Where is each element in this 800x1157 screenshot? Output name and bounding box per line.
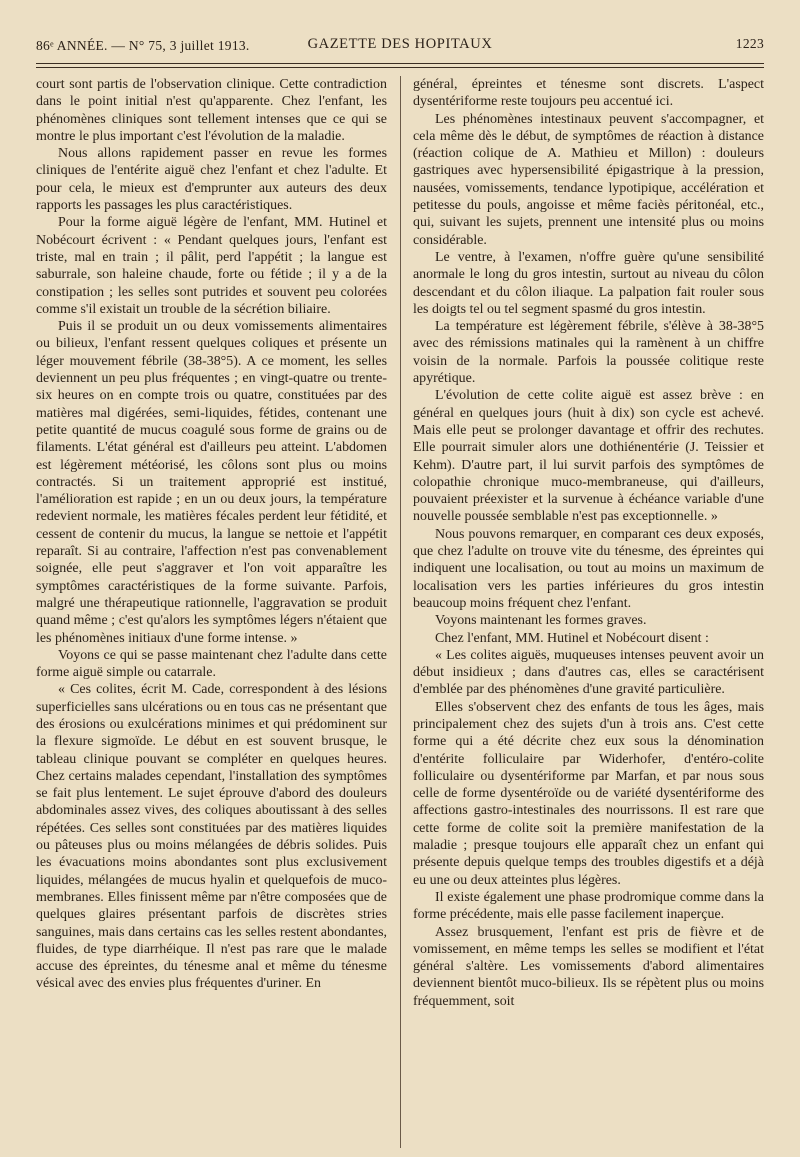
paragraph: Elles s'observent chez des enfants de tous les âges, mais principalement chez des sujets d'un à trois ans. C'est cette forme qui a été décrite chez eux sous la dénomination d'entérite folliculaire par Widerhofer, d'entéro-colite folliculaire ou dysentériforme par Marfan, et par nous sous celle de forme dysentéroïde ou de variété dysentériforme des affections gastro-intestinales des nourrissons. Il est rare que cette forme de colite soit la première manifestation de la maladie ; presque toujours elle apparaît chez un enfant qui présente depuis quelque temps des troubles digestifs et a déjà eu une ou deux atteintes plus légères. — [413, 699, 764, 888]
paragraph: Chez l'enfant, MM. Hutinel et Nobécourt disent : — [435, 630, 709, 646]
article-body — [36, 76, 764, 1151]
issue-info: 86ᵉ ANNÉE. — N° 75, 3 juillet 1913. — [36, 38, 250, 53]
paragraph: Il existe également une phase prodromique comme dans la forme précédente, mais elle passe facilement inaperçue. — [413, 889, 764, 923]
right-column — [413, 76, 764, 1148]
paragraph: « Ces colites, écrit M. Cade, correspondent à des lésions superficielles sans ulcérations ou en tous cas ne présentant que des érosions ou exulcérations minimes et qui prédominent sur la flexure sigmoïde. Le début en est souvent brusque, le tableau clinique pouvant se compléter en quelques heures. Chez certains malades cependant, l'installation des symptômes se fait plus lentement. Le sujet éprouve d'abord des douleurs abdominales assez vives, des coliques aboutissant à des selles répétées. Ces selles sont constituées par des matières liquides ou pâteuses plus ou moins mélangées de débris solides. Puis les évacuations moins abondantes sont plus exclusivement liquides, mélangées de mucus hyalin et quelquefois de muco-membranes. Elles finissent même par n'être composées que de quelques glaires présentant parfois de discrètes stries sanguines, mais dans certains cas les selles restent abondantes, fluides, de type diarrhéique. Il n'est pas rare que le malade accuse des épreintes, du ténesme anal et même du ténesme vésical avec des envies plus fréquentes d'uriner. En — [36, 682, 387, 992]
paragraph: général, épreintes et ténesme sont discrets. L'aspect dysentériforme reste toujours peu accentué ici. — [413, 77, 764, 110]
header-rule-top — [36, 63, 764, 64]
paragraph: Nous pouvons remarquer, en comparant ces deux exposés, que chez l'adulte on trouve vite du ténesme, des épreintes qui indiquent une localisation, ou tout au moins un maximum de localisation vers les parties inférieures du gros intestin beaucoup moins fréquent chez l'enfant. — [413, 526, 764, 611]
running-head — [36, 34, 764, 56]
paragraph: Puis il se produit un ou deux vomissements alimentaires ou bilieux, l'enfant ressent quelques coliques et présente un léger mouvement fébrile (38-38°5). A ce moment, les selles deviennent un peu plus fréquentes ; en vingt-quatre ou trente-six heures on en compte trois ou quatre, constituées par des matières mal digérées, semi-liquides, fétides, contenant une petite quantité de mucus coagulé sous forme de grains ou de filaments. L'état général est d'ailleurs peu atteint. L'abdomen est légèrement météorisé, les côlons sont plus ou moins contractés. Si un traitement approprié est institué, l'amélioration est rapide ; en un ou deux jours, la température redevient normale, les matières fécales perdent leur fétidité, et cessent de contenir du mucus, la langue se nettoie et l'appétit reparaît. Si au contraire, l'affection n'est pas convenablement soignée, elle peut s'aggraver et l'on voit apparaître les symptômes caractéristiques de la forme suivante. Parfois, malgré une thérapeutique rationnelle, l'aggravation se produit quand même ; c'est qu'alors les symptômes légers n'étaient que les phénomènes initiaux d'une forme intense. » — [36, 319, 387, 646]
paragraph: L'évolution de cette colite aiguë est assez brève : en général en quelques jours (huit à dix) son cycle est achevé. Mais elle peut se prolonger davantage et offrir des rechutes. Elle pourrait simuler alors une dothiénentérie (J. Teissier et Kehm). D'autre part, il lui survit parfois des symptômes de colopathie chronique muco-membraneuse, qui d'ailleurs, pouvaient préexister et la survenue à échéance variable d'une nouvelle poussée semblable n'est pas exceptionnelle. » — [413, 388, 764, 525]
paragraph: court sont partis de l'observation clinique. Cette contradiction dans le point initial n'est qu'apparente. Chez l'enfant, les phénomènes cliniques sont tellement intenses que ce qui se montre le plus important c'est l'évolution de la maladie. — [36, 77, 387, 144]
header-rule-bottom — [36, 67, 764, 68]
paragraph: Les phénomènes intestinaux peuvent s'accompagner, et cela même dès le début, de symptômes de réaction à distance (réaction colique de A. Mathieu et Millon) : douleurs gastriques avec hypersensibilité épigastrique à la pression, nausées, vomissements, tendance lypotipique, accélération et petitesse du pouls, angoisse et même faciès péritonéal, etc., qui, suivant les sujets, prennent une intensité plus ou moins considérable. — [413, 111, 764, 248]
page-number: 1223 — [735, 36, 764, 51]
paragraph: Voyons ce qui se passe maintenant chez l'adulte dans cette forme aiguë simple ou catarrale. — [36, 647, 387, 681]
paragraph: « Les colites aiguës, muqueuses intenses peuvent avoir un début insidieux ; dans d'autres cas, elles se caractérisent d'emblée par des phénomènes d'une gravité particulière. — [413, 647, 764, 698]
paragraph: Voyons maintenant les formes graves. — [435, 613, 647, 629]
paragraph: La température est légèrement fébrile, s'élève à 38-38°5 avec des rémissions matinales qui la ramènent à un chiffre voisin de la normale. Parfois la poussée colitique reste apyrétique. — [413, 319, 764, 387]
paragraph: Nous allons rapidement passer en revue les formes cliniques de l'entérite aiguë chez l'enfant et chez l'adulte. Et pour cela, le mieux est d'emprunter aux auteurs des deux rapports les passages les plus caractéristiques. — [36, 146, 387, 214]
left-column — [36, 76, 387, 1148]
column-divider — [400, 76, 401, 1148]
paragraph: Le ventre, à l'examen, n'offre guère qu'une sensibilité anormale le long du gros intestin, surtout au niveau du côlon descendant et du côlon iliaque. La palpation fait rouler sous les doigts tel ou tel segment spasmé du gros intestin. — [413, 249, 764, 317]
journal-title: GAZETTE DES HOPITAUX — [307, 36, 493, 52]
paragraph: Pour la forme aiguë légère de l'enfant, MM. Hutinel et Nobécourt écrivent : « Pendant quelques jours, l'enfant est triste, mal en train ; il pâlit, perd l'appétit ; la langue est saburrale, son haleine chaude, forte ou fétide ; il y a de la constipation ; les selles sont putrides et souvent peu colorées comme s'il existait un trouble de la sécrétion biliaire. — [36, 215, 387, 317]
paragraph: Assez brusquement, l'enfant est pris de fièvre et de vomissement, en même temps les selles se modifient et l'état général s'altère. Les vomissements d'abord alimentaires deviennent bientôt muco-bilieux. Ils se répètent plus ou moins fréquemment, soit — [413, 924, 764, 1009]
